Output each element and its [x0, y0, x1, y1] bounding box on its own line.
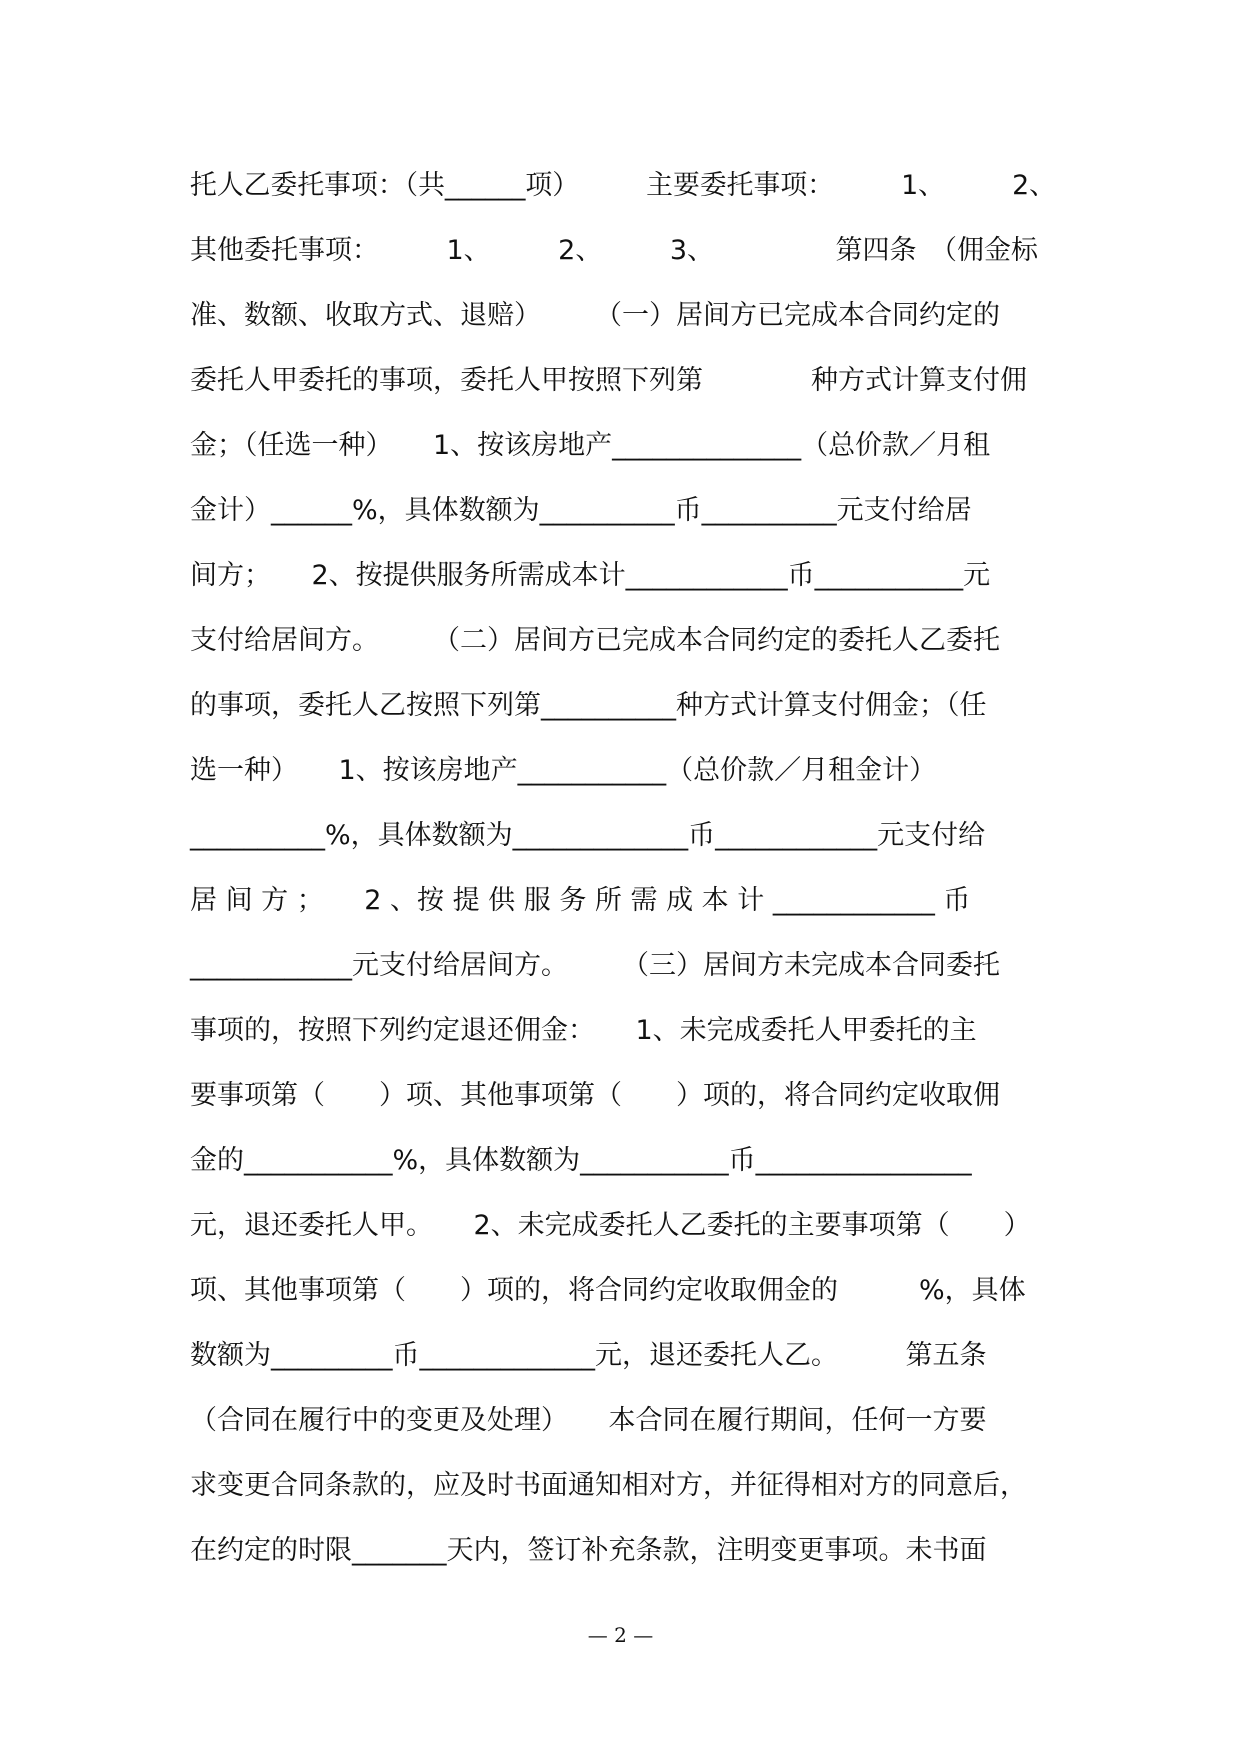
text-line [190, 1066, 1056, 1131]
text-line-content: 元，退还委托人甲。 2、未完成委托人乙委托的主要事项第（ ） [190, 1210, 1031, 1241]
text-line [190, 1261, 1056, 1326]
text-line-content: 其他委托事项： 1、 2、 3、 第四条 （佣金标 [190, 235, 1039, 266]
text-line-content: 要事项第（ ）项、其他事项第（ ）项的，将合同约定收取佣 [190, 1080, 1000, 1111]
text-line [190, 156, 1056, 221]
text-line [190, 741, 1056, 806]
text-line [190, 871, 1056, 936]
text-line-content: 项、其他事项第（ ）项的，将合同约定收取佣金的 %，具体 [190, 1275, 1026, 1306]
text-line-content: ____________元支付给居间方。 （三）居间方未完成本合同委托 [190, 950, 1000, 981]
text-line-content: 选一种） 1、按该房地产___________（总价款／月租金计） [190, 755, 937, 786]
text-line-content: 金的___________%，具体数额为___________币________________ [190, 1145, 972, 1176]
text-line [190, 221, 1056, 286]
text-line [190, 1456, 1056, 1521]
text-line [190, 1521, 1056, 1586]
text-line-content: 在约定的时限_______天内，签订补充条款，注明变更事项。未书面 [190, 1535, 987, 1566]
page-number: — 2 — [587, 1623, 654, 1647]
text-line-content: 支付给居间方。 （二）居间方已完成本合同约定的委托人乙委托 [190, 625, 1000, 656]
text-line-content: 准、数额、收取方式、退赔） （一）居间方已完成本合同约定的 [190, 300, 1000, 331]
text-line-content: 的事项，委托人乙按照下列第__________种方式计算支付佣金；（任 [190, 690, 987, 721]
text-line [190, 481, 1056, 546]
text-line [190, 416, 1056, 481]
text-line-content: __________%，具体数额为_____________币____________元支付给 [190, 820, 986, 851]
text-line-content: 数额为_________币_____________元，退还委托人乙。 第五条 [190, 1340, 987, 1371]
text-line-content: 托人乙委托事项：（共______项） 主要委托事项： 1、 2、 [190, 170, 1056, 201]
text-line-content: 居 间 方 ； 2 、按 提 供 服 务 所 需 成 本 计 ____________ 币 [190, 885, 971, 916]
text-line [190, 286, 1056, 351]
text-line [190, 936, 1056, 1001]
text-line-content: 金计）______%，具体数额为__________币__________元支付给居 [190, 495, 972, 526]
text-line-content: 委托人甲委托的事项，委托人甲按照下列第 种方式计算支付佣 [190, 365, 1027, 396]
text-line [190, 611, 1056, 676]
body-text [190, 156, 1056, 1586]
text-line-content: （合同在履行中的变更及处理） 本合同在履行期间，任何一方要 [190, 1405, 987, 1436]
text-line [190, 351, 1056, 416]
text-line [190, 676, 1056, 741]
text-line [190, 1326, 1056, 1391]
text-line [190, 546, 1056, 611]
text-line [190, 1196, 1056, 1261]
text-line [190, 806, 1056, 871]
text-line [190, 1131, 1056, 1196]
text-line-content: 事项的，按照下列约定退还佣金： 1、未完成委托人甲委托的主 [190, 1015, 977, 1046]
text-line-content: 金；（任选一种） 1、按该房地产______________（总价款／月租 [190, 430, 991, 461]
text-line [190, 1391, 1056, 1456]
text-line [190, 1001, 1056, 1066]
text-line-content: 间方； 2、按提供服务所需成本计____________币___________元 [190, 560, 991, 591]
text-line-content: 求变更合同条款的，应及时书面通知相对方，并征得相对方的同意后， [190, 1470, 1027, 1501]
